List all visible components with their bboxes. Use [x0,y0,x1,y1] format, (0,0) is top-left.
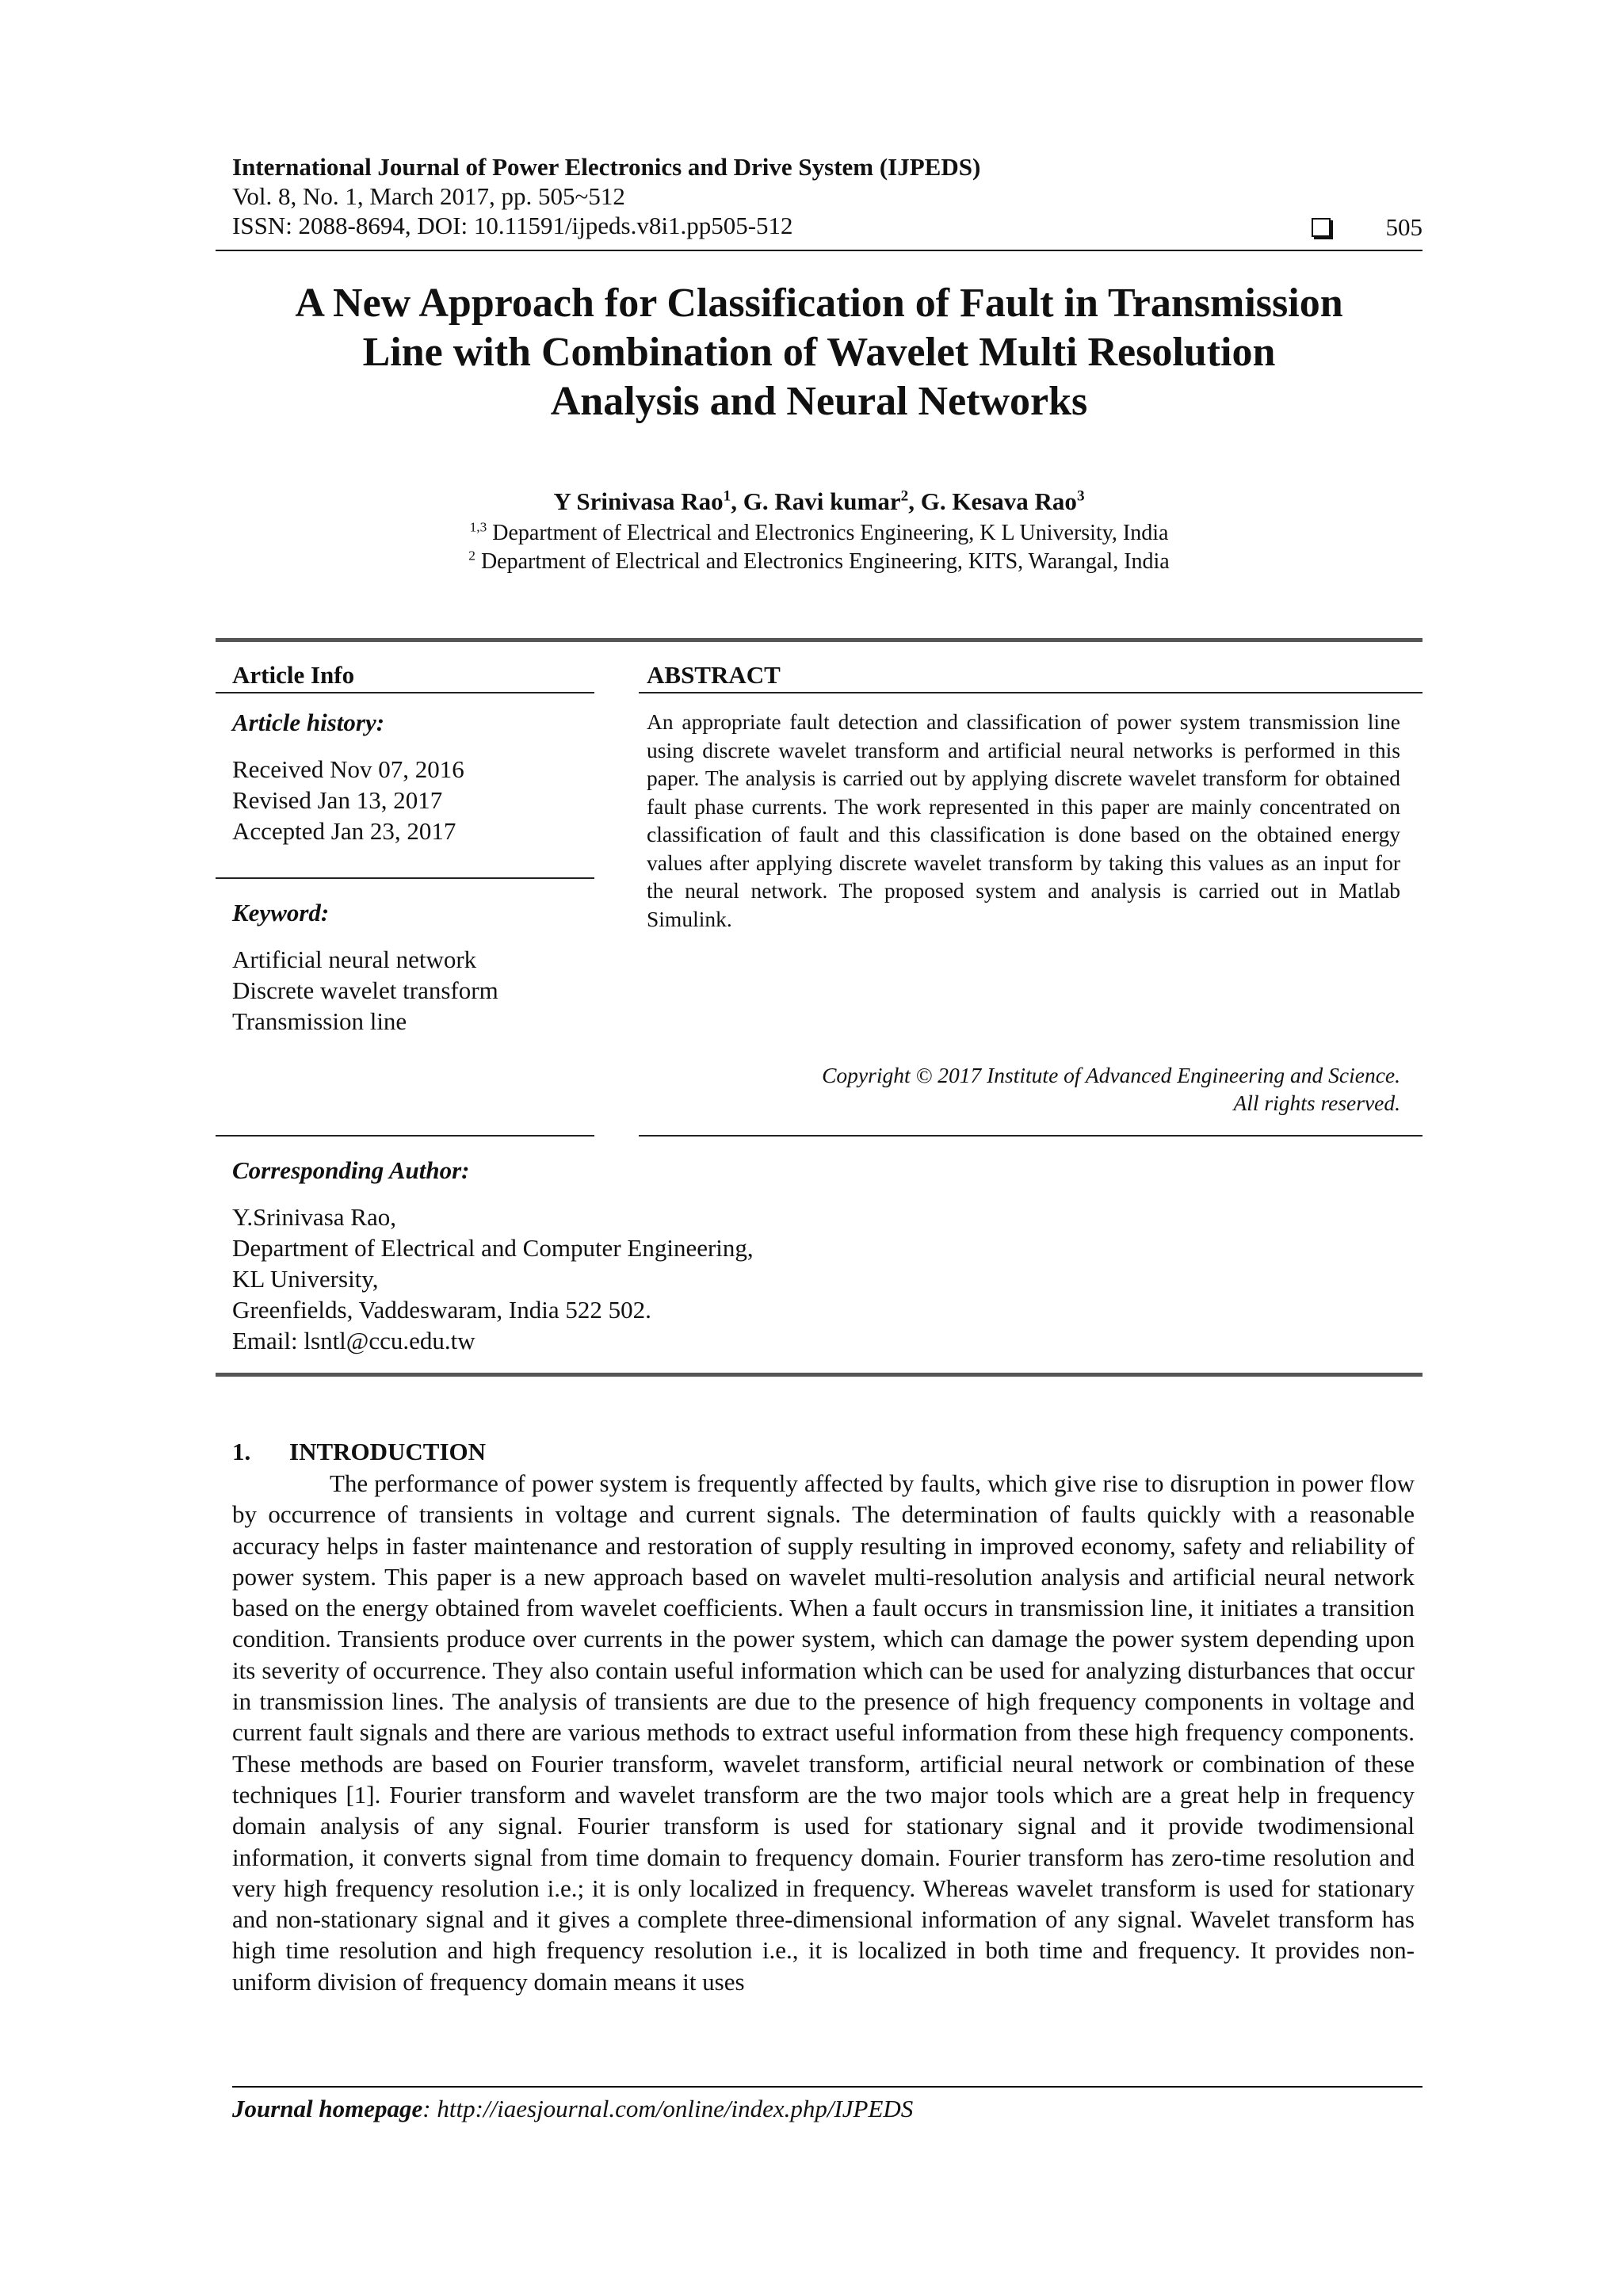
copyright-line: Copyright © 2017 Institute of Advanced Engineering and Science. [822,1063,1400,1087]
revised-date: Revised Jan 13, 2017 [232,786,443,814]
journal-name: International Journal of Power Electronics and Drive System (IJPEDS) [232,153,981,181]
info-bottom-rule-left [216,1135,594,1137]
author-name: Y Srinivasa Rao [553,487,724,515]
address-line: Greenfields, Vaddeswaram, India 522 502. [232,1296,651,1324]
keyword-item: Transmission line [232,1007,407,1035]
author-sup: 2 [900,487,909,505]
article-info-heading: Article Info [232,661,355,689]
address-line: Department of Electrical and Computer Engineering, [232,1234,754,1262]
affiliation-sup: 2 [468,548,475,563]
paper-title [216,279,1423,426]
page-number: 505 [1385,213,1423,241]
keyword-item: Artificial neural network [232,946,477,973]
affiliation [216,548,1423,575]
volume-info: Vol. 8, No. 1, March 2017, pp. 505~512 [232,182,625,210]
title-line: Analysis and Neural Networks [550,379,1088,424]
journal-homepage [232,2094,913,2123]
address-line: Y.Srinivasa Rao, [232,1203,396,1231]
rights-line: All rights reserved. [1233,1091,1400,1115]
affiliation-text: Department of Electrical and Electronics Engineering, KITS, Warangal, India [480,549,1170,574]
square-bullet-icon [1312,218,1331,237]
author-list: Y Srinivasa Rao$^1$, G. Ravi kumar$^2$, G. Kesava Rao$^3$ [553,487,1085,515]
address-line: Email: lsntl@ccu.edu.tw [232,1327,475,1354]
article-info-rule [216,692,594,693]
footer-rule [232,2086,1423,2088]
article-history-heading: Article history: [232,709,385,736]
title-line: A New Approach for Classification of Fault in Transmission [295,281,1343,326]
body-paragraph: The performance of power system is frequently affected by faults, which give rise to disruption in power flow by occurrence of transients in voltage and current signals. The determination of faults quickly with a reasonable accuracy helps in faster maintenance and restoration of supply resulting in improved economy, safety and reliability of power system. This paper is a new approach based on wavelet multi-resolution analysis and artificial neural network based on the energy obtained from wavelet coefficients. When a fault occurs in transmission line, it initiates a transition condition. Transients produce over currents in the power system, which can damage the power system depending upon its severity of occurrence. They also contain useful information which can be used for analyzing disturbances that occur in transmission lines. The analysis of transients are due to the presence of high frequency components in voltage and current fault signals and there are various methods to extract useful information from these high frequency components. These methods are based on Fourier transform, wavelet transform, artificial neural network or combination of these techniques [1]. Fourier transform and wavelet transform are the two major tools which are a great help in frequency domain analysis of any signal. Fourier transform is used for stationary signal and it provide twodimensional information, it converts signal from time domain to frequency domain. Fourier transform has zero-time resolution and very high frequency resolution i.e.; it is only localized in frequency. Whereas wavelet transform is used for stationary and non-stationary signal and it gives a complete three-dimensional information of any signal. Wavelet transform has high time resolution and high frequency resolution i.e., it is localized in both time and frequency. It provides non-uniform division of frequency domain means it uses [232,1469,1415,1996]
journal-header [232,152,1421,240]
info-bottom-rule-right [639,1135,1423,1137]
corresponding-heading: Corresponding Author: [232,1156,470,1184]
affiliation-text: Department of Electrical and Electronics Engineering, K L University, India [492,521,1169,545]
title-line: Line with Combination of Wavelet Multi Resolution [362,330,1276,375]
abstract-heading: ABSTRACT [647,661,781,689]
keyword-heading: Keyword: [232,899,330,926]
abstract-rule [639,692,1423,693]
author-sup: 1 [723,487,731,505]
affiliation-sup: 1,3 [469,519,487,535]
header-right [1312,212,1423,242]
info-end-rule [216,1373,1423,1377]
section-body [232,1468,1415,1997]
issn-doi: ISSN: 2088-8694, DOI: 10.11591/ijpeds.v8i1.pp505-512 [232,212,793,239]
received-date: Received Nov 07, 2016 [232,755,464,783]
homepage-url[interactable]: : http://iaesjournal.com/online/index.php/IJPEDS [422,2095,914,2122]
history-keyword-rule [216,877,594,879]
corresponding-address [232,1201,754,1356]
section-heading [232,1437,486,1466]
copyright-notice [822,1061,1400,1117]
section-number: 1. [232,1438,251,1465]
author-name: G. Ravi kumar [743,487,901,515]
keyword-item: Discrete wavelet transform [232,976,498,1004]
section-title: INTRODUCTION [289,1438,487,1465]
address-line: KL University, [232,1265,379,1293]
info-top-rule [216,638,1423,642]
author-name: G. Kesava Rao [920,487,1077,515]
author-sup: 3 [1076,487,1085,505]
keyword-list [232,944,498,1037]
header-rule [216,250,1423,251]
accepted-date: Accepted Jan 23, 2017 [232,817,456,845]
affiliation [216,520,1423,547]
abstract-text: An appropriate fault detection and classification of power system transmission line using discrete wavelet transform and artificial neural networks is performed in this paper. The analysis is carried out by applying discrete wavelet transform for obtained fault phase currents. The work represented in this paper are mainly concentrated on classification of fault and this classification is done based on the obtained energy values after applying discrete wavelet transform by taking this values as an input for the neural network. The proposed system and analysis is carried out in Matlab Simulink. [647,709,1400,931]
article-history [232,754,464,846]
homepage-label: Journal homepage [232,2095,423,2122]
